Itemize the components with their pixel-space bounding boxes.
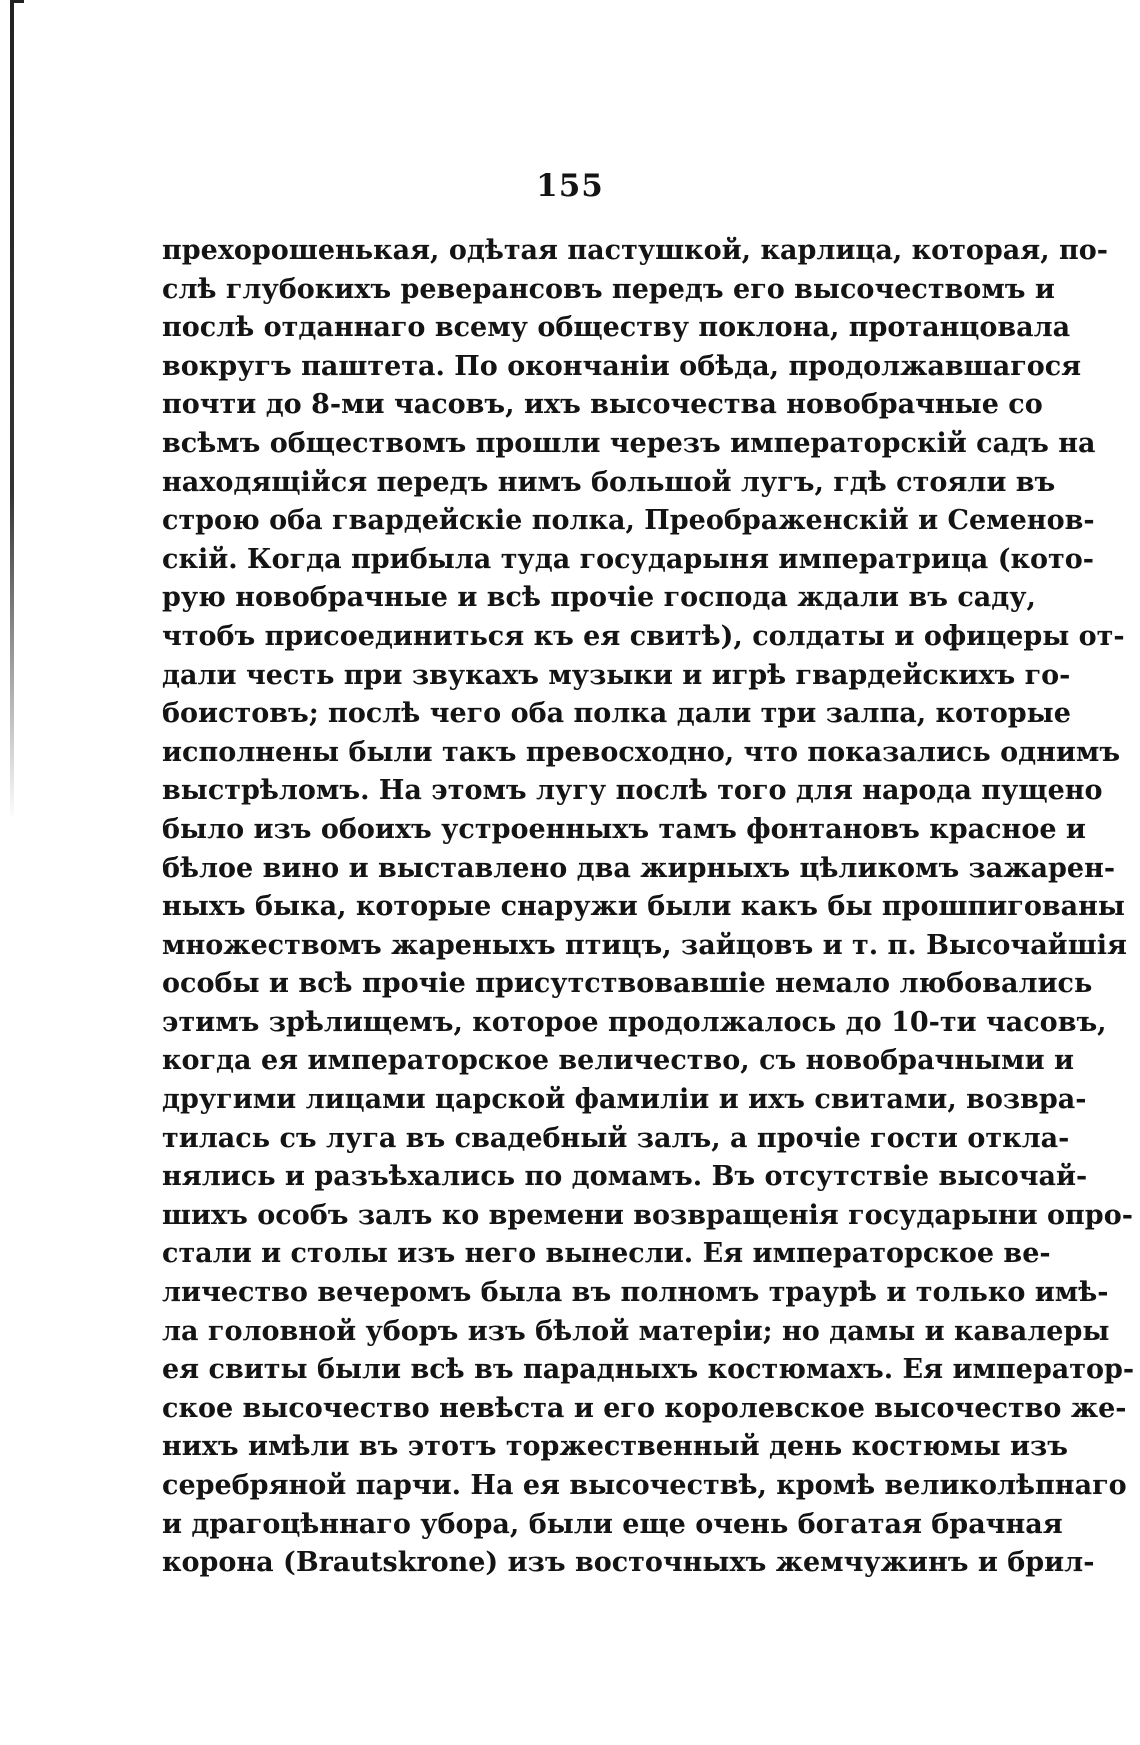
text-line: слѣ глубокихъ реверансовъ передъ его высочествомъ и [162, 273, 1055, 305]
text-line: было изъ обоихъ устроенныхъ тамъ фонтановъ красное и [162, 813, 1086, 845]
text-line: ское высочество невѣста и его королевское высочество же- [162, 1392, 1127, 1424]
text-line: личество вечеромъ была въ полномъ траурѣ и только имѣ- [162, 1277, 1109, 1309]
body-text [162, 232, 1135, 1583]
scan-edge-corner [10, 0, 24, 14]
text-line: всѣмъ обществомъ прошли черезъ императорскій садъ на [162, 427, 1096, 459]
text-line: тилась съ луга въ свадебный залъ, а прочіе гости откла- [162, 1122, 1070, 1154]
text-line: прехорошенькая, одѣтая пастушкой, карлица, которая, по- [162, 235, 1108, 266]
text-line: послѣ отданнаго всему обществу поклона, протанцовала [162, 312, 1071, 344]
text-line: шихъ особъ залъ ко времени возвращенія государыни опро- [162, 1199, 1133, 1231]
text-line: выстрѣломъ. На этомъ лугу послѣ того для народа пущено [162, 775, 1103, 807]
text-line: нялись и разъѣхались по домамъ. Въ отсутствіе высочай- [162, 1161, 1088, 1193]
text-line: строю оба гвардейскіе полка, Преображенскій и Семенов- [162, 505, 1095, 537]
text-line: серебряной парчи. На ея высочествѣ, кромѣ великолѣпнаго [162, 1470, 1127, 1501]
scan-edge-shadow [10, 0, 14, 820]
text-line: множествомъ жареныхъ птицъ, зайцовъ и т. п. Высочайшія [162, 929, 1127, 961]
text-line: скій. Когда прибыла туда государыня императрица (кото- [162, 543, 1094, 575]
text-line: стали и столы изъ него вынесли. Ея императорское ве- [162, 1238, 1051, 1270]
text-line: ла головной уборъ изъ бѣлой матеріи; но дамы и кавалеры [162, 1315, 1110, 1347]
text-line: особы и всѣ прочіе присутствовавшіе немало любовались [162, 968, 1093, 1000]
text-line: боистовъ; послѣ чего оба полка дали три залпа, которые [162, 698, 1071, 730]
text-line: почти до 8-ми часовъ, ихъ высочества новобрачные со [162, 389, 1043, 421]
text-line: бѣлое вино и выставлено два жирныхъ цѣликомъ зажарен- [162, 852, 1116, 884]
text-line: находящійся передъ нимъ большой лугъ, гдѣ стояли въ [162, 466, 1056, 498]
text-line: дали честь при звукахъ музыки и игрѣ гвардейскихъ го- [162, 659, 1071, 691]
text-line: чтобъ присоединиться къ ея свитѣ), солдаты и офицеры от- [162, 620, 1125, 652]
text-line: нихъ имѣли въ этотъ торжественный день костюмы изъ [162, 1431, 1068, 1463]
text-line: корона (Brautskrone) изъ восточныхъ жемчужинъ и брил- [162, 1547, 1095, 1579]
text-line: этимъ зрѣлищемъ, которое продолжалось до 10-ти часовъ, [162, 1006, 1107, 1038]
page-number: 155 [536, 168, 604, 204]
text-line: и драгоцѣннаго убора, были еще очень богатая брачная [162, 1508, 1063, 1540]
text-line: вокругъ паштета. По окончаніи обѣда, продолжавшагося [162, 350, 1082, 382]
text-line: ея свиты были всѣ въ парадныхъ костюмахъ. Ея император- [162, 1354, 1135, 1386]
text-line: другими лицами царской фамиліи и ихъ свитами, возвра- [162, 1084, 1087, 1116]
text-line: рую новобрачные и всѣ прочіе господа ждали въ саду, [162, 582, 1036, 614]
text-line: когда ея императорское величество, съ новобрачными и [162, 1045, 1075, 1077]
text-line: ныхъ быка, которые снаружи были какъ бы прошпигованы [162, 891, 1125, 923]
text-line: исполнены были такъ превосходно, что показались однимъ [162, 736, 1121, 768]
